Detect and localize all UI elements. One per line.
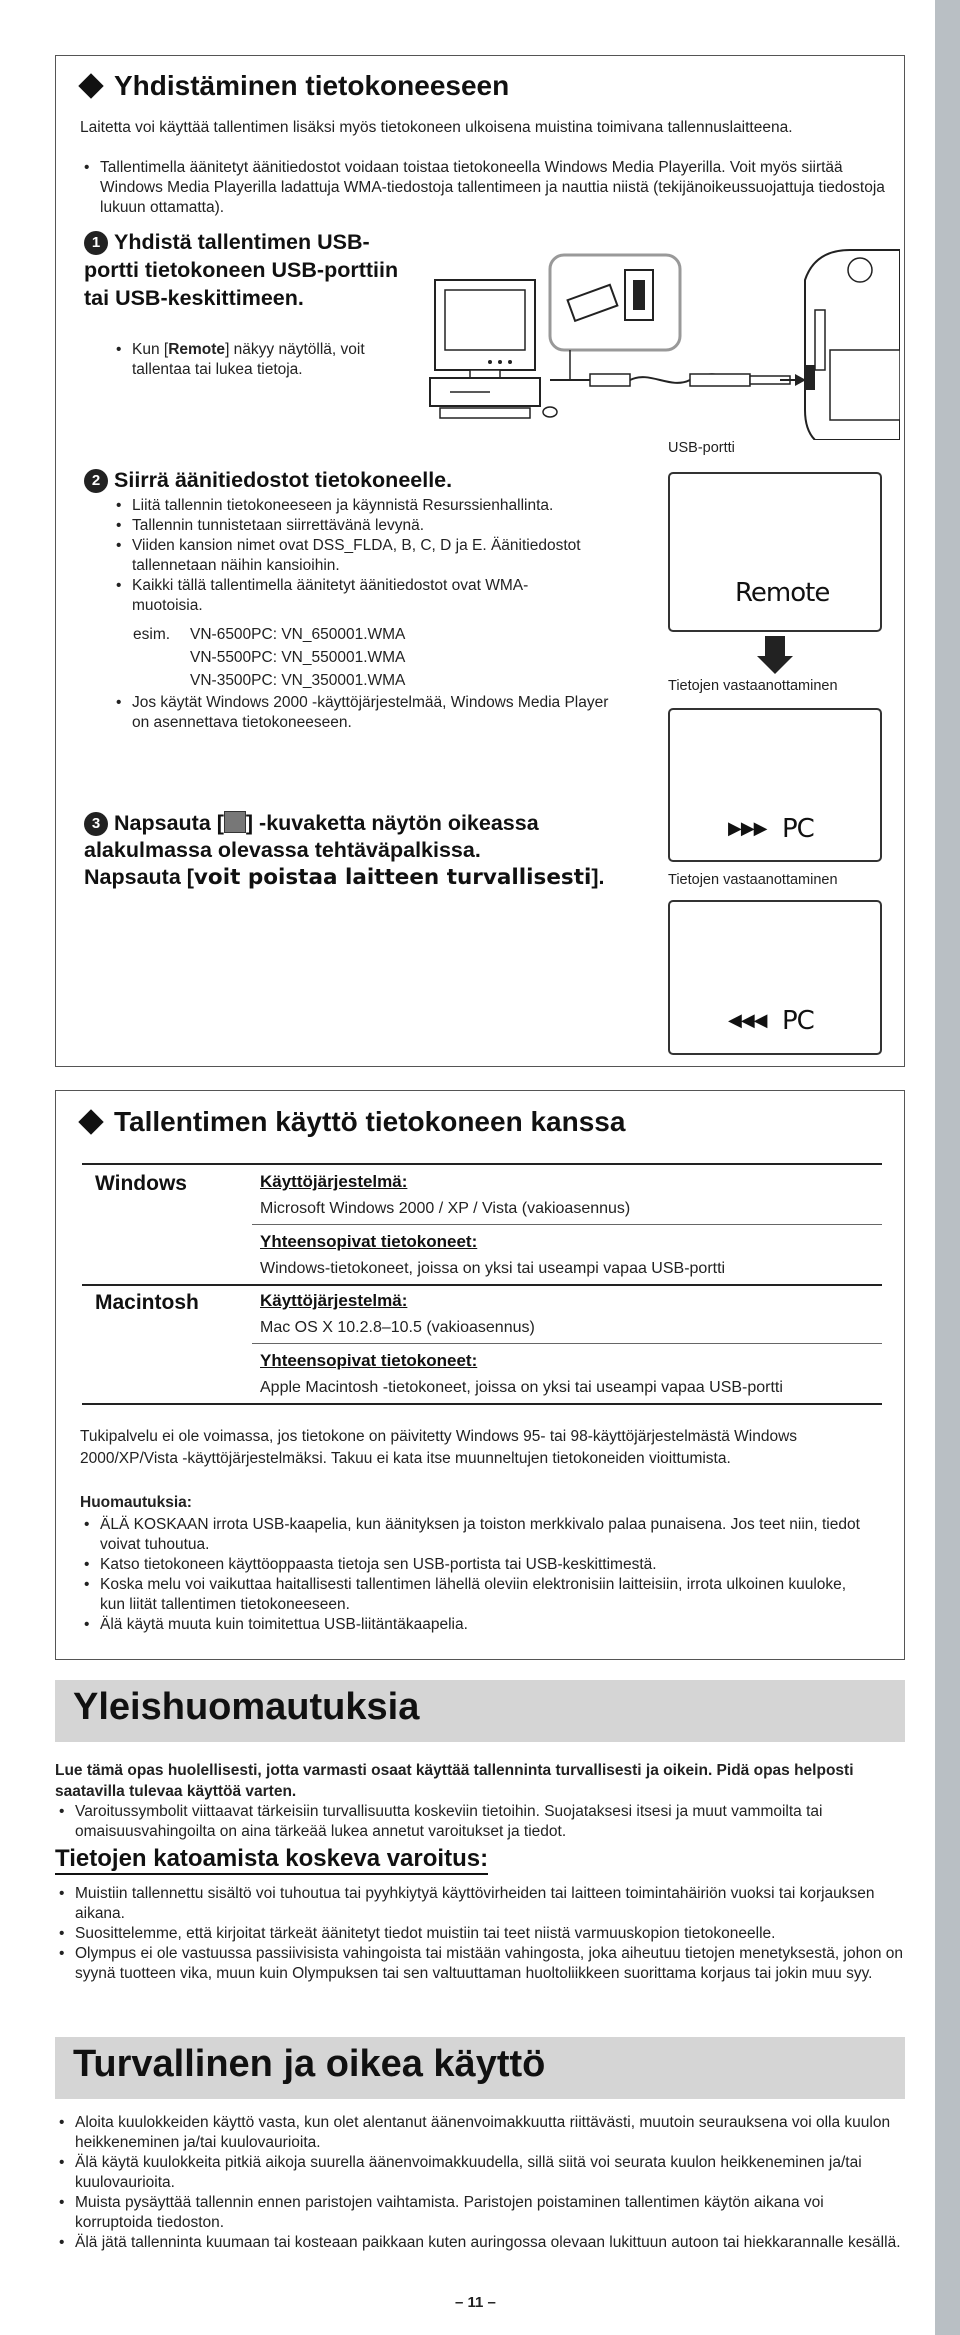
windows-pc-heading: Yhteensopivat tietokoneet: [260,1232,478,1251]
general-bullet: • Varoitussymbolit viittaavat tärkeisiin turvallisuutta koskeviin tietoihin. Suojataksesi itsesi ja muut vammoilta tai omaisuusvahingoilta on aina tärkeää lukea annetut varoitukset ja tiedot. [55,1802,905,1842]
note-item: • ÄLÄ KOSKAAN irrota USB-kaapelia, kun äänityksen ja toiston merkkivalo palaa punaisena. Jos teet niin, tiedot voivat tuhoutua. [80,1515,860,1555]
data-loss-item: • Suosittelemme, että kirjoitat tärkeät äänitetyt tiedot muistiin tai teet niistä varmuuskopion tietokoneelle. [55,1924,855,1944]
down-arrow-icon [755,632,795,676]
step3-line2-bold: voit poistaa laitteen turvallisesti [193,865,592,890]
diamond-bullet-icon [78,73,103,98]
page-number: – 11 – [455,2294,496,2311]
step1-bullet-pre: Kun [ [132,341,169,358]
connect-intro: Laitetta voi käyttää tallentimen lisäksi myös tietokoneen ulkoisena muistina toimivana tallennuslaitteena. [80,119,793,136]
os-macintosh: Macintosh [95,1291,199,1314]
safe-use-item: • Muista pysäyttää tallennin ennen paristojen vaihtamista. Paristojen poistaminen tallentimen käytön aikana voi korruptoida tiedoston. [55,2193,905,2233]
data-loss-title: Tietojen katoamista koskeva varoitus: [55,1845,488,1875]
step1-bullet-bold: Remote [168,341,226,358]
os-windows: Windows [95,1172,187,1195]
lcd-pc-text-2: PC [782,1006,814,1036]
connect-intro-bullets [80,158,890,218]
connect-title-text: Yhdistäminen tietokoneeseen [114,70,510,101]
safe-use-item: • Älä käytä kuulokkeita pitkiä aikoja suurella äänenvoimakkuudella, sillä siitä voi seurata kuulon heikkeneminen ja/tai kuulovaurioita. [55,2153,905,2193]
usage-title-text: Tallentimen käyttö tietokoneen kanssa [114,1106,626,1137]
note-item: • Älä käytä muuta kuin toimitettua USB-liitäntäkaapelia. [80,1615,880,1635]
safe-use-list [55,2113,905,2253]
step-number-2: 2 [84,469,108,493]
safely-remove-tray-icon [224,811,246,833]
step-number-3: 3 [84,812,108,836]
lcd-send-arrows-icon: ▶▶▶ [728,818,767,839]
receive-label-1: Tietojen vastaanottaminen [668,678,838,694]
step2-bullet: • Kaikki tällä tallentimella äänitetyt äänitiedostot ovat WMA-muotoisia. [112,576,592,616]
step1-title-text: Yhdistä tallentimen USB-portti tietokoneen USB-porttiin tai USB-keskittimeen. [84,230,399,310]
lcd-remote-text: Remote [735,578,830,608]
note-item: • Koska melu voi vaikuttaa haitallisesti tallentimen lähellä oleviin elektronisiin laitteisiin, irrota ulkoinen kuuloke, kun liität tallentimen tietokoneeseen. [80,1575,860,1615]
step2-last-bullets [112,693,612,733]
mac-os-text: Mac OS X 10.2.8–10.5 (vakioasennus) [260,1319,535,1336]
step3-line2-post: ]. [591,865,605,889]
step2-example-3: VN-3500PC: VN_350001.WMA [190,672,406,689]
lcd-screen-pc-2 [668,900,882,1055]
step2-title-text: Siirrä äänitiedostot tietokoneelle. [114,468,453,492]
data-loss-item: • Olympus ei ole vastuussa passiivisista vahingoista tai mistään vahingosta, joka aiheutuu tietojen menetyksestä, johon on syynä tuotteen vika, muun kuin Olympuksen tai sen valtuuttaman huoltoliikkeen suorittama korjaus tai jokin muu syy. [55,1944,905,1984]
general-bold-intro: Lue tämä opas huolellisesti, jotta varmasti osaat käyttää tallenninta turvallisesti ja oikein. Pidä opas helposti saatavilla tulevaa käyttöä varten. [55,1762,854,1800]
table-inner-rule [252,1224,882,1225]
safe-use-item: • Älä jätä tallenninta kuumaan tai kosteaan paikkaan kuten auringossa olevaan lukittuun autoon tai hiekkarannalle kesällä. [55,2233,905,2253]
step2-example-label: esim. [133,626,171,643]
safe-use-banner [55,2037,905,2099]
step2-last-bullet: • Jos käytät Windows 2000 -käyttöjärjestelmää, Windows Media Player on asennettava tietokoneeseen. [112,693,612,733]
step1-bullet [112,340,392,380]
windows-os-heading: Käyttöjärjestelmä: [260,1172,408,1191]
step1-bullet-post: ] näkyy näytöllä, voit tallentaa tai lukea tietoja. [132,341,365,378]
lcd-screen-remote [668,472,882,632]
support-text: Tukipalvelu ei ole voimassa, jos tietokone on päivitetty Windows 95- tai 98-käyttöjärjestelmästä Windows 2000/XP/Vista -käyttöjärjestelmäksi. Takuu ei kata itse muunneltujen tietokoneiden vioittumista. [80,1428,798,1467]
mac-os-heading: Käyttöjärjestelmä: [260,1291,408,1310]
connect-section-title [82,70,509,102]
step-number-1: 1 [84,231,108,255]
step2-title [84,466,644,494]
windows-os-text: Microsoft Windows 2000 / XP / Vista (vakioasennus) [260,1200,631,1217]
lcd-pc-text-1: PC [782,814,814,844]
step2-example-1: VN-6500PC: VN_650001.WMA [190,626,406,643]
receive-label-2: Tietojen vastaanottaminen [668,872,838,888]
step1-title [84,228,404,312]
general-title: Yleishuomautuksia [73,1686,420,1728]
step2-example-2: VN-5500PC: VN_550001.WMA [190,649,406,666]
connect-intro-bullet: • Tallentimella äänitetyt äänitiedostot voidaan toistaa tietokoneella Windows Media Playerilla. Voit myös siirtää Windows Media Playerilla ladattuja WMA-tiedostoja tallentimeen ja nauttia niistä (tekijänoikeussuojattuja tiedostoja lukuun ottamatta). [80,158,890,218]
page-side-bar [935,0,960,2335]
step2-bullet: • Tallennin tunnistetaan siirrettävänä levynä. [112,516,652,536]
computer-monitor-icon [430,280,557,418]
windows-pc-text: Windows-tietokoneet, joissa on yksi tai useampi vapaa USB-portti [260,1260,726,1277]
general-bullets [55,1802,905,1842]
usage-section-title [82,1106,625,1138]
step1-bullets [112,340,392,380]
safe-use-item: • Aloita kuulokkeiden käyttö vasta, kun olet alentanut äänenvoimakkuutta riittävästi, muutoin seurauksena voi olla kuulon heikkeneminen ja/tai kuulovaurioita. [55,2113,905,2153]
step2-bullets [112,496,652,616]
step3-line2-pre: Napsauta [ [84,865,194,889]
notes-list [80,1515,880,1635]
step2-bullet: • Liitä tallennin tietokoneeseen ja käynnistä Resurssienhallinta. [112,496,652,516]
safe-use-title: Turvallinen ja oikea käyttö [73,2043,546,2085]
step3-title [84,810,614,891]
notes-title: Huomautuksia: [80,1494,192,1511]
mac-pc-text: Apple Macintosh -tietokoneet, joissa on yksi tai useampi vapaa USB-portti [260,1379,783,1396]
mac-pc-heading: Yhteensopivat tietokoneet: [260,1351,478,1370]
usb-port-label: USB-portti [668,440,735,456]
step2-bullet: • Viiden kansion nimet ovat DSS_FLDA, B, C, D ja E. Äänitiedostot tallennetaan näihin kansioihin. [112,536,612,576]
step3-line1-pre: Napsauta [ [114,811,224,835]
step3-line1-post: ] -kuvaketta näytön oikeassa alakulmassa olevassa tehtäväpalkissa. [84,811,539,862]
data-loss-list [55,1884,905,1984]
table-mid-rule [82,1284,882,1286]
note-item: • Katso tietokoneen käyttöoppaasta tietoja sen USB-portista tai USB-keskittimestä. [80,1555,880,1575]
general-banner [55,1680,905,1742]
lcd-receive-arrows-icon: ◀◀◀ [728,1010,767,1031]
usb-connection-illustration [420,240,900,440]
table-top-rule [82,1163,882,1165]
recorder-device-icon [805,250,900,440]
data-loss-item: • Muistiin tallennettu sisältö voi tuhoutua tai pyyhkiytyä käyttövirheiden tai laitteen toimintahäiriön vuoksi tai korjauksen aikana. [55,1884,905,1924]
table-bottom-rule [82,1403,882,1405]
diamond-bullet-icon [78,1109,103,1134]
table-inner-rule [252,1343,882,1344]
lcd-screen-pc-1 [668,708,882,862]
